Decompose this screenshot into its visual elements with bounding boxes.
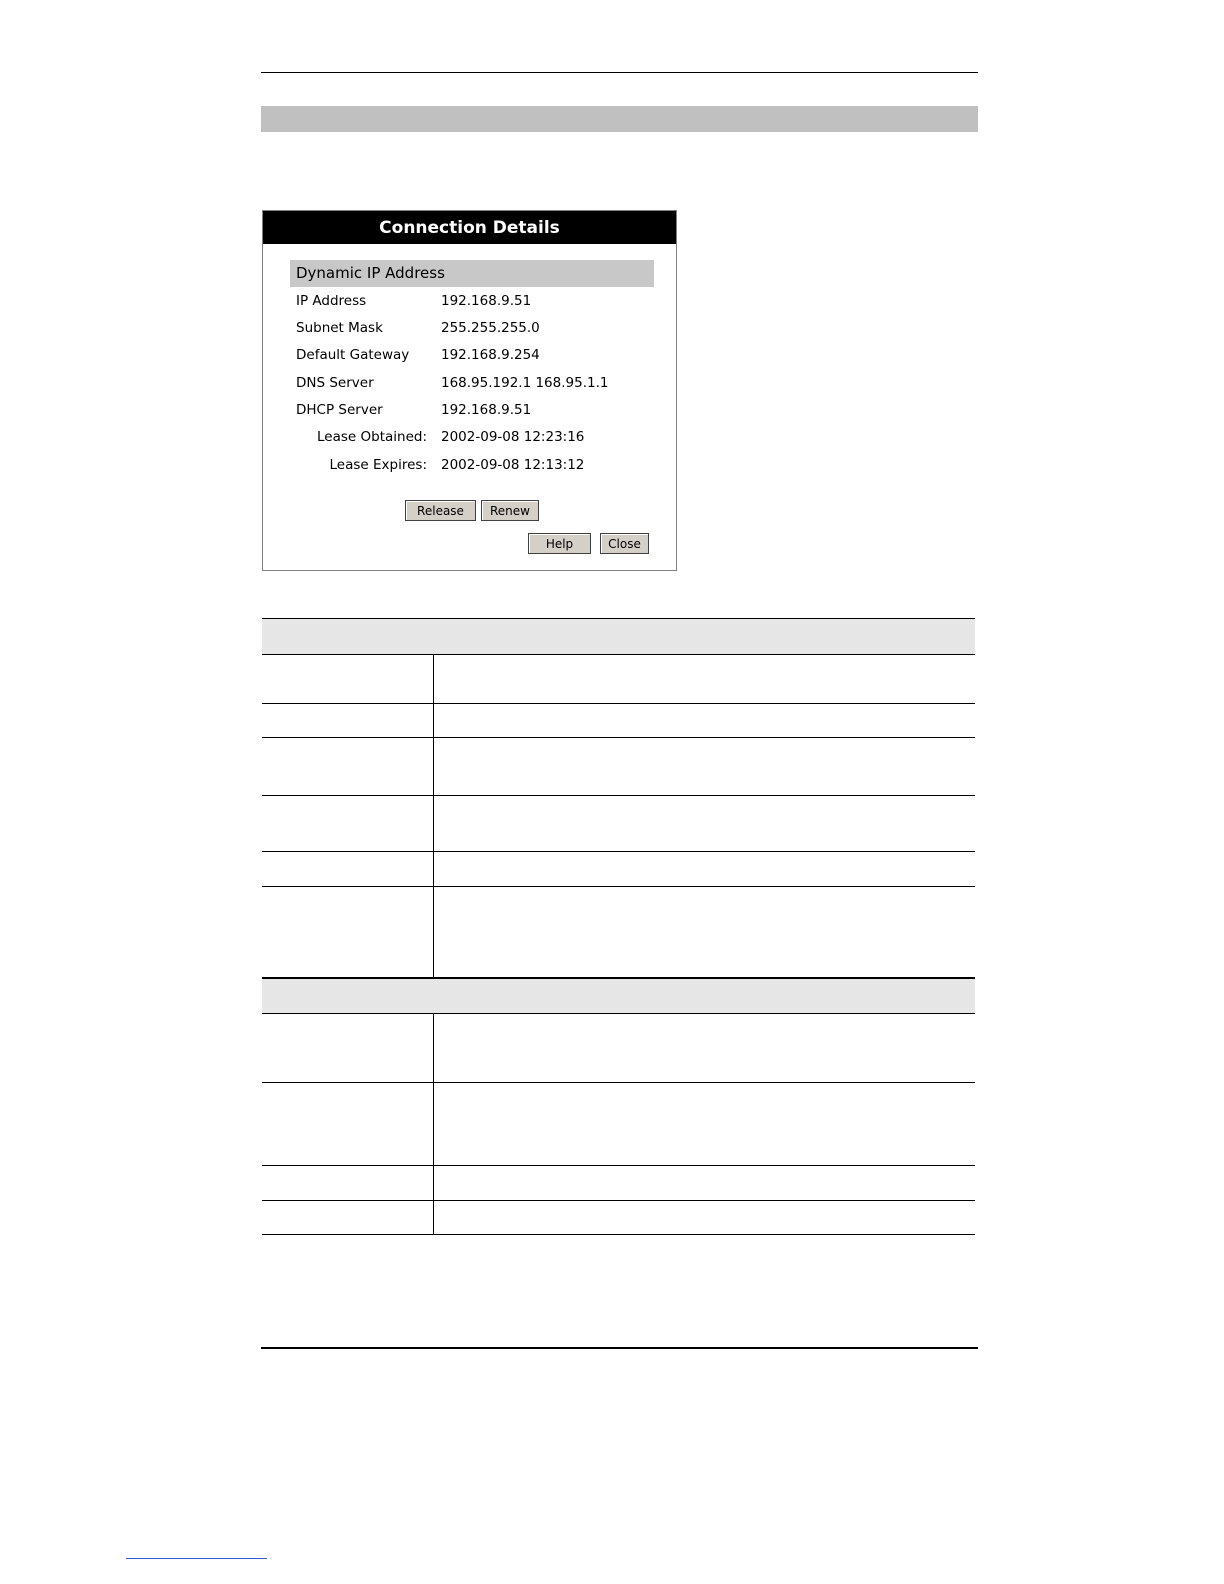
table-rule [262,886,975,887]
table-rule [262,977,975,979]
lease-expires-value: 2002-09-08 12:13:12 [441,457,585,473]
renew-button[interactable]: Renew [481,500,539,521]
section-heading-band [261,106,978,132]
close-button[interactable]: Close [600,533,649,554]
table-rule [262,654,975,655]
ip-address-label: IP Address [296,293,367,309]
dns-server-label: DNS Server [296,375,374,391]
table-section-header [262,978,975,1013]
table-rule [262,1013,975,1014]
section-dynamic-ip: Dynamic IP Address [290,260,654,287]
dns-server-value: 168.95.192.1 168.95.1.1 [441,375,609,391]
table-rule [262,1082,975,1083]
table-rule [262,1234,975,1235]
subnet-mask-value: 255.255.255.0 [441,320,540,336]
lease-obtained-label: Lease Obtained: [317,429,427,445]
table-column-divider [433,1013,434,1234]
lease-obtained-value: 2002-09-08 12:23:16 [441,429,585,445]
table-rule [262,1200,975,1201]
table-rule [262,703,975,704]
table-rule [262,851,975,852]
connection-details-dialog [262,210,677,571]
dialog-title: Connection Details [263,211,676,244]
footnote-link-underline [126,1558,267,1559]
table-column-divider [433,654,434,978]
dhcp-server-value: 192.168.9.51 [441,402,532,418]
dhcp-server-label: DHCP Server [296,402,383,418]
table-section-header [262,618,975,654]
table-rule [262,1165,975,1166]
table-rule [262,737,975,738]
settings-table [262,618,975,1235]
subnet-mask-label: Subnet Mask [296,320,383,336]
help-button[interactable]: Help [528,533,591,554]
page-header-rule [261,72,978,73]
default-gateway-label: Default Gateway [296,347,410,363]
table-rule [262,618,975,619]
release-button[interactable]: Release [405,500,476,521]
ip-address-value: 192.168.9.51 [441,293,532,309]
default-gateway-value: 192.168.9.254 [441,347,540,363]
lease-expires-label: Lease Expires: [329,457,427,473]
table-rule [262,795,975,796]
page-footer-rule [261,1347,978,1349]
